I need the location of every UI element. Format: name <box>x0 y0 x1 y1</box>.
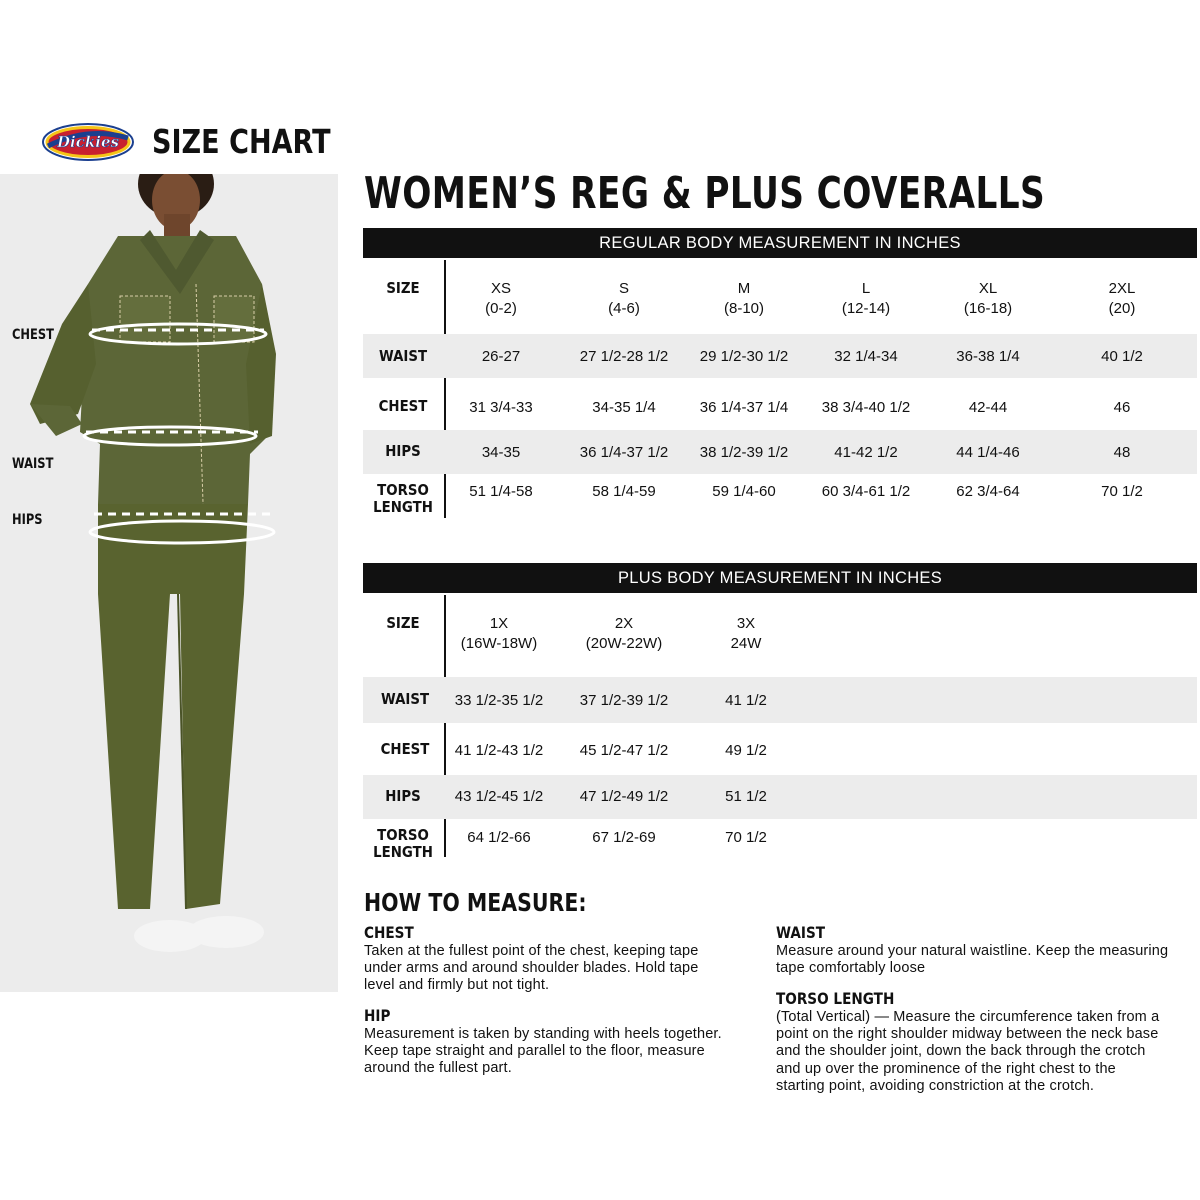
text-line: Measurement is taken by standing with heels together. <box>364 1026 722 1042</box>
waist-row <box>363 334 1197 378</box>
svg-text:Dickies: Dickies <box>57 133 119 151</box>
measurement-cell: 38 3/4-40 1/2 <box>821 399 911 416</box>
measurement-cell: 41-42 1/2 <box>834 444 898 461</box>
measurement-cell: 58 1/4-59 <box>592 483 656 500</box>
torso-length-heading: TORSO LENGTH <box>776 989 895 1008</box>
measurement-cell: 60 3/4-61 1/2 <box>821 483 911 500</box>
measurement-cell: 37 1/2-39 1/2 <box>579 692 669 709</box>
chest-row <box>363 727 1197 773</box>
text-line: and the shoulder joint, down the back through the crotch <box>776 1043 1146 1060</box>
row-label: LENGTH <box>373 843 433 861</box>
measurement-cell: 46 <box>1113 399 1131 416</box>
size-range: (8-10) <box>723 300 765 317</box>
size-label: SIZE <box>386 279 420 297</box>
row-label: WAIST <box>380 690 430 708</box>
model-photo <box>0 174 338 992</box>
measurement-cell: 43 1/2-45 1/2 <box>454 788 544 805</box>
measurement-cell: 51 1/2 <box>725 788 767 805</box>
torso-length-row <box>363 478 1197 522</box>
text-line: around the fullest part. <box>364 1060 512 1077</box>
text-line: under arms and around shoulder blades. Hold tape <box>364 960 699 977</box>
chest-row <box>363 384 1197 428</box>
hips-row <box>363 775 1197 819</box>
measurement-cell: 34-35 1/4 <box>592 399 656 416</box>
hips-row <box>363 430 1197 474</box>
text-line: and up over the prominence of the right chest to the <box>776 1060 1116 1077</box>
size-name: L <box>861 280 871 297</box>
text-line: Keep tape straight and parallel to the floor, measure <box>364 1043 705 1060</box>
size-name: 3X <box>736 615 756 632</box>
measurement-cell: 36 1/4-37 1/2 <box>579 444 669 461</box>
text-line: starting point, avoiding constriction at the crotch. <box>776 1077 1095 1094</box>
text-line: point on the right shoulder midway between the neck base <box>776 1026 1159 1043</box>
regular-table-heading: REGULAR BODY MEASUREMENT IN INCHES <box>363 228 1197 258</box>
hip-heading: HIP <box>364 1006 391 1025</box>
size-name: XL <box>978 280 998 297</box>
row-label: HIPS <box>385 442 421 460</box>
measurement-cell: 29 1/2-30 1/2 <box>699 348 789 365</box>
hip-instructions <box>364 1026 722 1078</box>
size-range: (16W-18W) <box>460 635 538 652</box>
torso-length-row <box>363 823 1197 867</box>
measurement-cell: 42-44 <box>968 399 1008 416</box>
torso-length-instructions <box>776 1009 1159 1095</box>
size-name: M <box>737 280 751 297</box>
size-header-row <box>363 611 1197 667</box>
measurement-cell: 44 1/4-46 <box>956 444 1020 461</box>
size-name: 1X <box>489 615 509 632</box>
measurement-cell: 48 <box>1113 444 1131 461</box>
measurement-cell: 45 1/2-47 1/2 <box>579 742 669 759</box>
text-line: Measure around your natural waistline. Keep the measuring <box>776 943 1169 959</box>
measurement-cell: 51 1/4-58 <box>469 483 533 500</box>
text-line: (Total Vertical) — Measure the circumference taken from a <box>776 1009 1160 1025</box>
measurement-cell: 59 1/4-60 <box>712 483 776 500</box>
measurement-cell: 33 1/2-35 1/2 <box>454 692 544 709</box>
size-range: (16-18) <box>963 300 1013 317</box>
size-name: 2X <box>614 615 634 632</box>
row-label: TORSO <box>377 826 429 844</box>
row-label: CHEST <box>378 397 428 415</box>
measurement-cell: 62 3/4-64 <box>956 483 1020 500</box>
text-line: Taken at the fullest point of the chest, keeping tape <box>364 943 699 959</box>
row-label: LENGTH <box>373 498 433 516</box>
row-label: TORSO <box>377 481 429 499</box>
measurement-cell: 49 1/2 <box>725 742 767 759</box>
page-title: WOMEN’S REG & PLUS COVERALLS <box>364 168 1046 219</box>
measurement-cell: 64 1/2-66 <box>467 829 531 846</box>
size-range: (12-14) <box>841 300 891 317</box>
size-range: (20) <box>1108 300 1136 317</box>
how-to-measure-title: HOW TO MEASURE: <box>364 888 587 917</box>
waist-heading: WAIST <box>776 923 826 942</box>
measurement-cell: 70 1/2 <box>1101 483 1143 500</box>
measurement-cell: 32 1/4-34 <box>834 348 898 365</box>
chest-heading: CHEST <box>364 923 414 942</box>
coverall-illustration <box>0 174 338 992</box>
dickies-logo <box>42 116 134 168</box>
text-line: tape comfortably loose <box>776 960 926 977</box>
measurement-cell: 70 1/2 <box>725 829 767 846</box>
hips-label: HIPS <box>12 512 43 528</box>
measurement-cell: 27 1/2-28 1/2 <box>579 348 669 365</box>
chest-label: CHEST <box>12 327 54 343</box>
size-name: S <box>618 280 630 297</box>
measurement-cell: 47 1/2-49 1/2 <box>579 788 669 805</box>
measurement-cell: 26-27 <box>481 348 521 365</box>
size-range: (20W-22W) <box>585 635 663 652</box>
size-name: 2XL <box>1108 280 1136 297</box>
row-label: CHEST <box>380 740 430 758</box>
waist-label: WAIST <box>12 456 54 472</box>
size-chart-title: SIZE CHART <box>152 122 331 161</box>
measurement-cell: 36-38 1/4 <box>956 348 1020 365</box>
plus-size-table <box>363 563 1197 873</box>
waist-instructions <box>776 943 1168 977</box>
plus-table-heading: PLUS BODY MEASUREMENT IN INCHES <box>363 563 1197 593</box>
chest-instructions <box>364 943 698 995</box>
size-label: SIZE <box>386 614 420 632</box>
row-label: HIPS <box>385 787 421 805</box>
measurement-cell: 34-35 <box>481 444 521 461</box>
measurement-cell: 41 1/2-43 1/2 <box>454 742 544 759</box>
size-name: XS <box>490 280 512 297</box>
waist-row <box>363 677 1197 723</box>
measurement-cell: 41 1/2 <box>725 692 767 709</box>
measurement-cell: 40 1/2 <box>1101 348 1143 365</box>
size-range: (4-6) <box>608 300 640 317</box>
row-label: WAIST <box>378 347 428 365</box>
measurement-cell: 38 1/2-39 1/2 <box>699 444 789 461</box>
regular-size-table <box>363 228 1197 528</box>
size-range: (0-2) <box>485 300 517 317</box>
text-line: level and firmly but not tight. <box>364 977 550 994</box>
measurement-cell: 36 1/4-37 1/4 <box>699 399 789 416</box>
measurement-cell: 31 3/4-33 <box>469 399 533 416</box>
size-range: 24W <box>730 635 762 652</box>
size-header-row <box>363 276 1197 332</box>
measurement-cell: 67 1/2-69 <box>592 829 656 846</box>
